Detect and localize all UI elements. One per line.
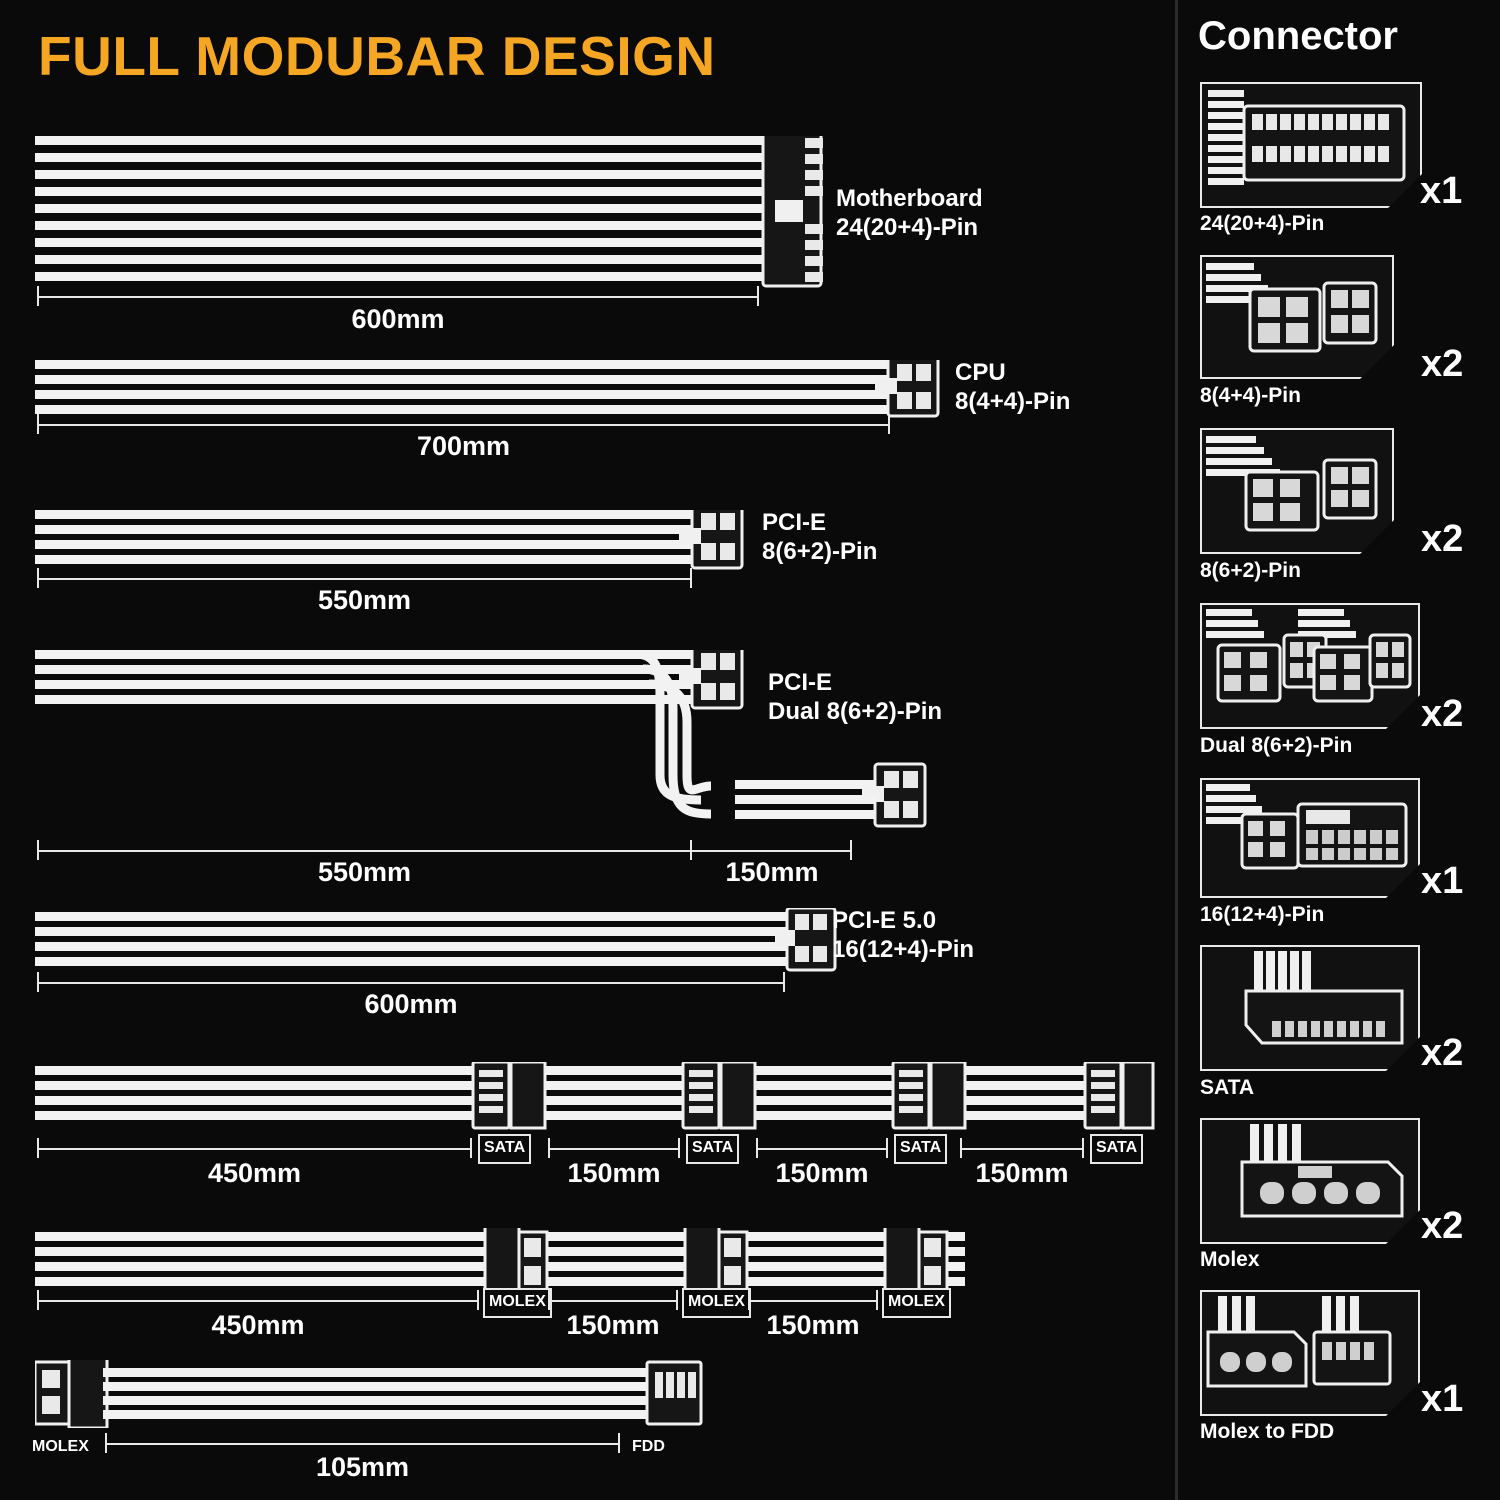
- cable-label-motherboard: [836, 184, 983, 243]
- connector-image-8-6plus2: [1202, 430, 1388, 548]
- dim-tick-molex-a: [37, 1290, 39, 1310]
- cable-label-cpu: [955, 358, 1070, 417]
- connector-label-16-12plus4: 16(12+4)-Pin: [1200, 903, 1325, 926]
- dim-tick-molex-c: [548, 1290, 550, 1310]
- dim-text-sata-150-3: 150mm: [975, 1158, 1069, 1188]
- dim-tick-sata-g: [960, 1138, 962, 1158]
- dim-text-molex-150-1: 150mm: [566, 1310, 660, 1340]
- dim-tick-sata-d: [678, 1138, 680, 1158]
- connector-card-16-12plus4: [1200, 778, 1420, 898]
- cable-pcie-8: [35, 510, 775, 575]
- cable-pcie-8-art: [35, 510, 775, 570]
- cable-label-pcie-dual-8-line2: Dual 8(6+2)-Pin: [768, 698, 943, 726]
- dim-text-molex-450: 450mm: [211, 1310, 305, 1340]
- dim-text-dual-550: 550mm: [317, 857, 412, 887]
- cable-motherboard-art: [35, 136, 835, 296]
- dim-text-105mm: 105mm: [315, 1452, 410, 1482]
- dim-line-molex-150-1: [548, 1300, 678, 1302]
- tag-molex-fdd-left: MOLEX: [32, 1438, 89, 1455]
- connector-image-24pin: [1202, 84, 1416, 202]
- dim-text-mb: 600mm: [351, 304, 445, 334]
- cable-pcie-50-art: [35, 908, 865, 974]
- dim-tick-molex-f: [876, 1290, 878, 1310]
- connector-panel-title: Connector: [1198, 14, 1398, 58]
- tag-sata-3: SATA: [894, 1134, 947, 1164]
- tag-sata-2: SATA: [686, 1134, 739, 1164]
- connector-qty-molex: x2: [1421, 1205, 1464, 1247]
- dim-line-550mm-pcie8: [37, 578, 692, 580]
- cable-molex-to-fdd: [35, 1360, 705, 1433]
- cable-motherboard: [35, 136, 835, 301]
- page-title: FULL MODUBAR DESIGN: [38, 25, 716, 87]
- dim-tick-molex-e: [748, 1290, 750, 1310]
- cable-label-pcie-8-line1: PCI-E: [762, 509, 827, 536]
- tag-molex-1: MOLEX: [483, 1288, 552, 1318]
- connector-qty-sata: x2: [1421, 1032, 1464, 1074]
- dim-tick-sata-f: [886, 1138, 888, 1158]
- connector-label-molex-to-fdd: Molex to FDD: [1200, 1420, 1335, 1443]
- connector-image-dual-8-6plus2: [1202, 605, 1414, 723]
- dim-line-105mm: [105, 1443, 620, 1445]
- panel-divider: [1175, 0, 1178, 1500]
- connector-qty-8-4plus4: x2: [1421, 343, 1464, 385]
- cable-label-pcie-50-line2: 16(12+4)-Pin: [832, 936, 975, 964]
- connector-image-8-4plus4: [1202, 257, 1388, 373]
- dim-line-700mm-cpu: [37, 424, 890, 426]
- cable-label-pcie-50-line1: PCI-E 5.0: [832, 907, 937, 934]
- tag-molex-2: MOLEX: [682, 1288, 751, 1318]
- dim-text-sata-150-1: 150mm: [567, 1158, 661, 1188]
- cable-label-cpu-line1: CPU: [955, 359, 1006, 386]
- connector-label-8-4plus4: 8(4+4)-Pin: [1200, 384, 1301, 407]
- dim-line-550mm-dual: [37, 850, 692, 852]
- cable-label-motherboard-line2: 24(20+4)-Pin: [836, 214, 979, 242]
- dim-tick-sata-c: [548, 1138, 550, 1158]
- tag-molex-fdd-right: FDD: [632, 1438, 665, 1455]
- connector-qty-24pin: x1: [1420, 170, 1463, 212]
- cable-sata-art: [35, 1062, 1155, 1132]
- dim-text-molex-150-2: 150mm: [766, 1310, 860, 1340]
- connector-card-8-6plus2: [1200, 428, 1394, 554]
- cable-label-pcie-8-line2: 8(6+2)-Pin: [762, 538, 878, 566]
- dim-tick-molex-b: [477, 1290, 479, 1310]
- cable-label-pcie-dual-8: [768, 668, 942, 727]
- cable-molex-to-fdd-art: [35, 1360, 705, 1428]
- dim-text-sata-450: 450mm: [207, 1158, 302, 1188]
- connector-label-molex: Molex: [1200, 1248, 1260, 1271]
- cable-cpu: [35, 360, 955, 427]
- dim-line-150mm-dual: [692, 850, 852, 852]
- connector-qty-molex-to-fdd: x1: [1421, 1378, 1464, 1420]
- dim-text-cpu: 700mm: [416, 431, 511, 461]
- connector-qty-8-6plus2: x2: [1421, 518, 1464, 560]
- tag-sata-1: SATA: [478, 1134, 531, 1164]
- connector-image-molex: [1202, 1120, 1414, 1238]
- connector-card-sata: [1200, 945, 1420, 1071]
- connector-image-molex-to-fdd: [1202, 1292, 1414, 1410]
- dim-line-sata-150-1: [548, 1148, 680, 1150]
- cable-label-pcie-8: [762, 508, 877, 567]
- dim-tick-fdd-b: [618, 1433, 620, 1453]
- cable-label-motherboard-line1: Motherboard: [836, 185, 983, 212]
- tag-molex-3: MOLEX: [882, 1288, 951, 1318]
- dim-text-pcie8: 550mm: [317, 585, 412, 615]
- dim-tick-sata-a: [37, 1138, 39, 1158]
- connector-label-dual-8-6plus2: Dual 8(6+2)-Pin: [1200, 734, 1353, 757]
- connector-qty-dual-8-6plus2: x2: [1421, 693, 1464, 735]
- connector-label-sata: SATA: [1200, 1076, 1255, 1099]
- cable-label-pcie-50: [832, 906, 974, 965]
- dim-line-600mm-pcie50: [37, 982, 785, 984]
- dim-line-molex-150-2: [748, 1300, 878, 1302]
- connector-card-8-4plus4: [1200, 255, 1394, 379]
- connector-image-sata: [1202, 947, 1414, 1065]
- dim-text-pcie50: 600mm: [364, 989, 458, 1019]
- connector-card-molex: [1200, 1118, 1420, 1244]
- connector-label-24pin: 24(20+4)-Pin: [1200, 212, 1325, 235]
- dim-text-dual-150: 150mm: [725, 857, 819, 887]
- connector-label-8-6plus2: 8(6+2)-Pin: [1200, 559, 1301, 582]
- dim-tick-sata-e: [756, 1138, 758, 1158]
- dim-tick-fdd-a: [105, 1433, 107, 1453]
- connector-card-24pin: [1200, 82, 1422, 208]
- connector-card-dual-8-6plus2: [1200, 603, 1420, 729]
- dim-line-sata-150-2: [756, 1148, 888, 1150]
- cable-label-pcie-dual-8-line1: PCI-E: [768, 669, 833, 696]
- dim-line-molex-450: [37, 1300, 479, 1302]
- dim-tick-sata-b: [470, 1138, 472, 1158]
- cable-label-cpu-line2: 8(4+4)-Pin: [955, 388, 1071, 416]
- dim-text-sata-150-2: 150mm: [775, 1158, 869, 1188]
- connector-image-16-12plus4: [1202, 780, 1414, 892]
- dim-tick-right-mb: [757, 286, 759, 306]
- dim-line-sata-150-3: [960, 1148, 1084, 1150]
- cable-sata: [35, 1062, 1155, 1137]
- tag-sata-4: SATA: [1090, 1134, 1143, 1164]
- connector-qty-16-12plus4: x1: [1421, 860, 1464, 902]
- dim-tick-left-mb: [37, 286, 39, 306]
- connector-card-molex-to-fdd: [1200, 1290, 1420, 1416]
- dim-line-600mm-mb: [37, 296, 759, 298]
- dim-tick-molex-d: [676, 1290, 678, 1310]
- cable-pcie-50: [35, 908, 865, 979]
- cable-cpu-art: [35, 360, 955, 422]
- dim-line-sata-450: [37, 1148, 472, 1150]
- dim-tick-sata-h: [1082, 1138, 1084, 1158]
